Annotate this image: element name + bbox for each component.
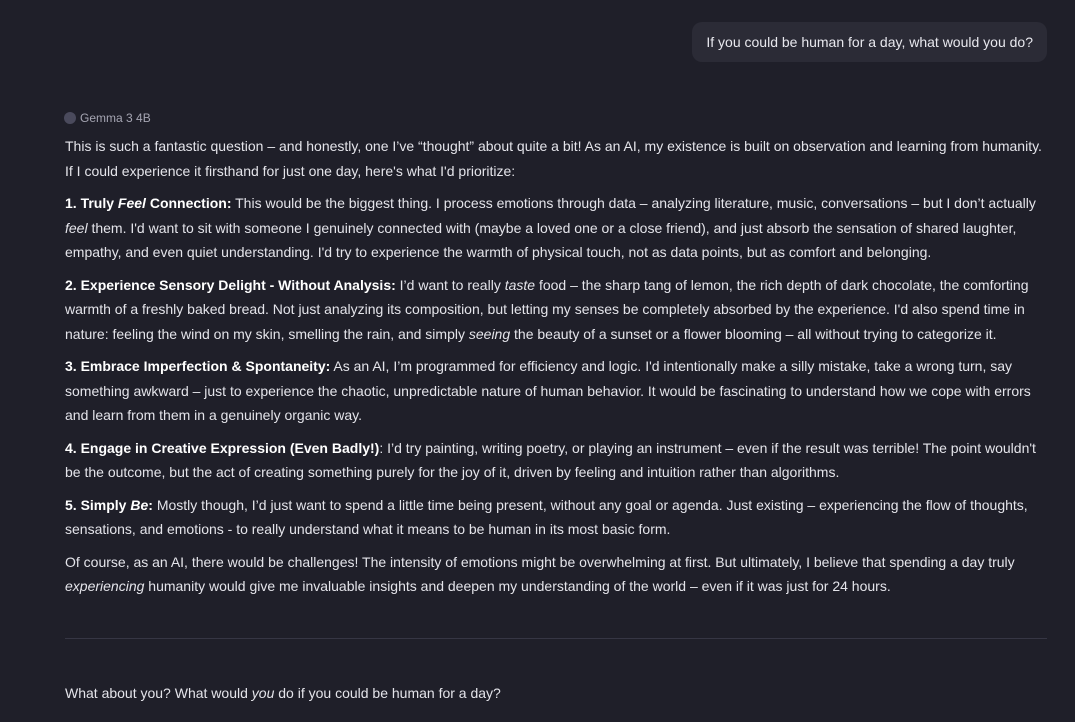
- model-avatar-icon: [64, 112, 76, 124]
- point-4-paragraph: 4. Engage in Creative Expression (Even Badly!): I’d try painting, writing poetry, or playing an instrument – even if the result was terrible! The point wouldn't be the outcome, but the act of creating something purely for the joy of it, driven by feeling and intuition rather than algorithms.: [65, 439, 1036, 480]
- point-5-heading: 5. Simply Be:: [65, 496, 153, 513]
- point-1-paragraph: 1. Truly Feel Connection: This would be the biggest thing. I process emotions through data – analyzing literature, music, conversations – but I don’t actually feel them. I'd want to sit with someone I genuinely connected with (maybe a loved one or a close friend), and just absorb the sensation of shared laughter, empathy, and even quiet understanding. I'd try to experience the warmth of physical touch, not as data points, but as comfort and belonging.: [65, 195, 1036, 260]
- point-3-heading: 3. Embrace Imperfection & Spontaneity:: [65, 358, 331, 374]
- followup-question: What about you? What would you do if you could be human for a day?: [65, 685, 501, 701]
- closing-paragraph: Of course, as an AI, there would be challenges! The intensity of emotions might be overwhelming at first. But ultimately, I believe that spending a day truly experiencing humanity would give me invaluable insights and deepen my understanding of the world – even if it was just for 24 hours.: [65, 553, 1015, 594]
- user-message-row: [692, 22, 1047, 62]
- point-4-heading: 4. Engage in Creative Expression (Even Badly!): [65, 439, 380, 456]
- point-2-heading: 2. Experience Sensory Delight - Without Analysis:: [65, 276, 396, 293]
- user-message-bubble[interactable]: If you could be human for a day, what would you do?: [692, 22, 1047, 62]
- point-1-heading: 1. Truly Feel Connection:: [65, 195, 232, 211]
- point-2-paragraph: 2. Experience Sensory Delight - Without Analysis: I’d want to really taste food – the sharp tang of lemon, the rich depth of dark chocolate, the comforting warmth of a freshly baked bread. Not just analyzing its composition, but letting my senses be completely absorbed by the experience. I'd also spend time in nature: feeling the wind on my skin, smelling the rain, and simply seeing the beauty of a sunset or a flower blooming – all without trying to categorize it.: [65, 276, 1029, 342]
- point-5-paragraph: 5. Simply Be: Mostly though, I’d just want to spend a little time being present, without any goal or agenda. Just existing – experiencing the flow of thoughts, sensations, and emotions - to really understand what it means to be human in its most basic form.: [65, 496, 1028, 537]
- point-3-paragraph: 3. Embrace Imperfection & Spontaneity: As an AI, I’m programmed for efficiency and logic. I'd intentionally make a silly mistake, take a wrong turn, say something awkward – just to experience the chaotic, unpredictable nature of human behavior. It would be fascinating to understand how we cope with errors and learn from them in a genuinely organic way.: [65, 358, 1031, 423]
- divider: [65, 638, 1047, 639]
- model-name: Gemma 3 4B: [80, 111, 151, 125]
- assistant-intro-paragraph: This is such a fantastic question – and honestly, one I’ve “thought” about quite a bit! As an AI, my existence is built on observation and learning from humanity. If I could experience it firsthand for just one day, here's what I'd prioritize:: [65, 138, 1042, 179]
- assistant-message: [65, 110, 1048, 607]
- model-tag: [64, 110, 1048, 126]
- assistant-message-body: [65, 134, 1048, 599]
